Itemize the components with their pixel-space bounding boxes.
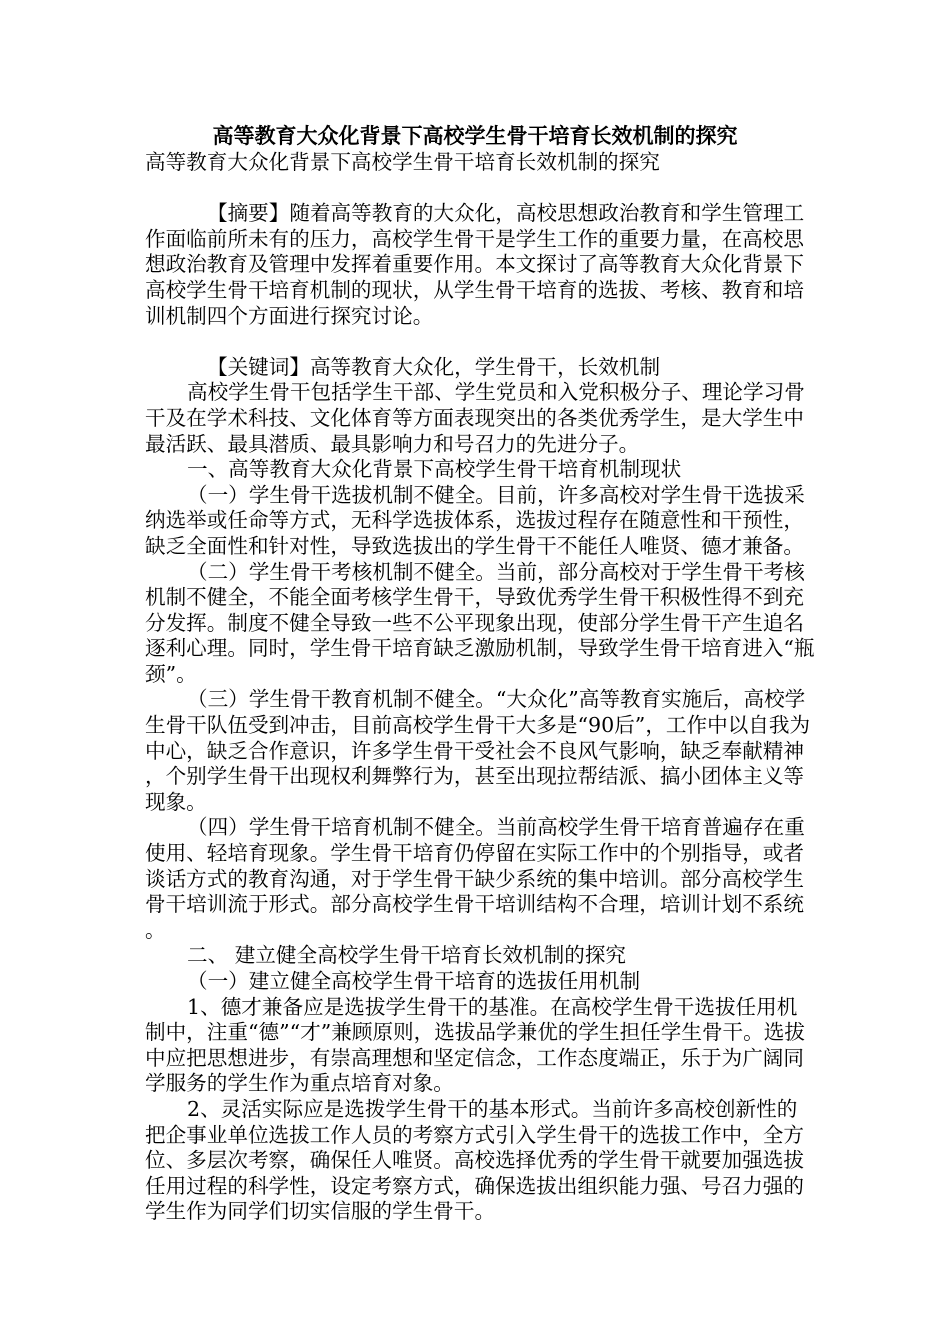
body-paragraph: 高校学生骨干包括学生干部、学生党员和入党积极分子、理论学习骨干及在学术科技、文化体育等方面表现突出的各类优秀学生，是大学生中最活跃、最具潜质、最具影响力和号召力的先进分子。 [145,380,805,456]
body-paragraph: （一）学生骨干选拔机制不健全。目前，许多高校对学生骨干选拔采纳选举或任命等方式，无科学选拔体系，选拔过程存在随意性和干预性，缺乏全面性和针对性，导致选拔出的学生骨干不能任人唯贤、德才兼备。 [145,482,805,558]
body-paragraph: （四）学生骨干培育机制不健全。当前高校学生骨干培育普遍存在重使用、轻培育现象。学生骨干培育仍停留在实际工作中的个别指导，或者谈话方式的教育沟通，对于学生骨干缺少系统的集中培训。部分高校学生骨干培训流于形式。部分高校学生骨干培训结构不合理，培训计划不系统。 [145,815,805,942]
abstract-paragraph: 【摘要】随着高等教育的大众化，高校思想政治教育和学生管理工作面临前所未有的压力，高校学生骨干是学生工作的重要力量，在高校思想政治教育及管理中发挥着重要作用。本文探讨了高等教育大众化背景下高校学生骨干培育机制的现状，从学生骨干培育的选拔、考核、教育和培训机制四个方面进行探究讨论。 [145,201,805,328]
subsection-heading: （一）建立健全高校学生骨干培育的选拔任用机制 [187,969,641,993]
document-body [145,150,815,1225]
document-title: 高等教育大众化背景下高校学生骨干培育长效机制的探究 [212,124,738,148]
body-paragraph: 2、灵活实际应是选拨学生骨干的基本形式。当前许多高校创新性的把企事业单位选拔工作人员的考察方式引入学生骨干的选拔工作中，全方位、多层次考察，确保任人唯贤。高校选择优秀的学生骨干就要加强选拔任用过程的科学性，设定考察方式，确保选拔出组织能力强、号召力强的学生作为同学们切实信服的学生骨干。 [145,1096,804,1224]
section-heading: 二、 建立健全高校学生骨干培育长效机制的探究 [187,943,627,968]
body-paragraph: （二）学生骨干考核机制不健全。当前，部分高校对于学生骨干考核机制不健全，不能全面考核学生骨干，导致优秀学生骨干积极性得不到充分发挥。制度不健全导致一些不公平现象出现，使部分学生骨干产生追名逐利心理。同时，学生骨干培育缺乏激励机制，导致学生骨干培育进入“瓶颈”。 [145,559,815,686]
blank-line [145,329,815,355]
document-subtitle: 高等教育大众化背景下高校学生骨干培育长效机制的探究 [145,150,660,174]
section-heading: 一、高等教育大众化背景下高校学生骨干培育机制现状 [187,457,682,482]
body-paragraph: 1、德才兼备应是选拔学生骨干的基准。在高校学生骨干选拔任用机制中，注重“德”“才”兼顾原则，选拔品学兼优的学生担任学生骨干。选拔中应把思想进步，有崇高理想和坚定信念，工作态度端正，乐于为广阔同学服务的学生作为重点培育对象。 [145,994,805,1096]
keywords-paragraph: 【关键词】高等教育大众化，学生骨干，长效机制 [207,354,661,379]
blank-line [145,176,815,202]
body-paragraph: （三）学生骨干教育机制不健全。“大众化”高等教育实施后，高校学生骨干队伍受到冲击，目前高校学生骨干大多是“90后”，工作中以自我为中心，缺乏合作意识，许多学生骨干受社会不良风气影响，缺乏奉献精神，个别学生骨干出现权利舞弊行为，甚至出现拉帮结派、搞小团体主义等现象。 [145,687,811,814]
